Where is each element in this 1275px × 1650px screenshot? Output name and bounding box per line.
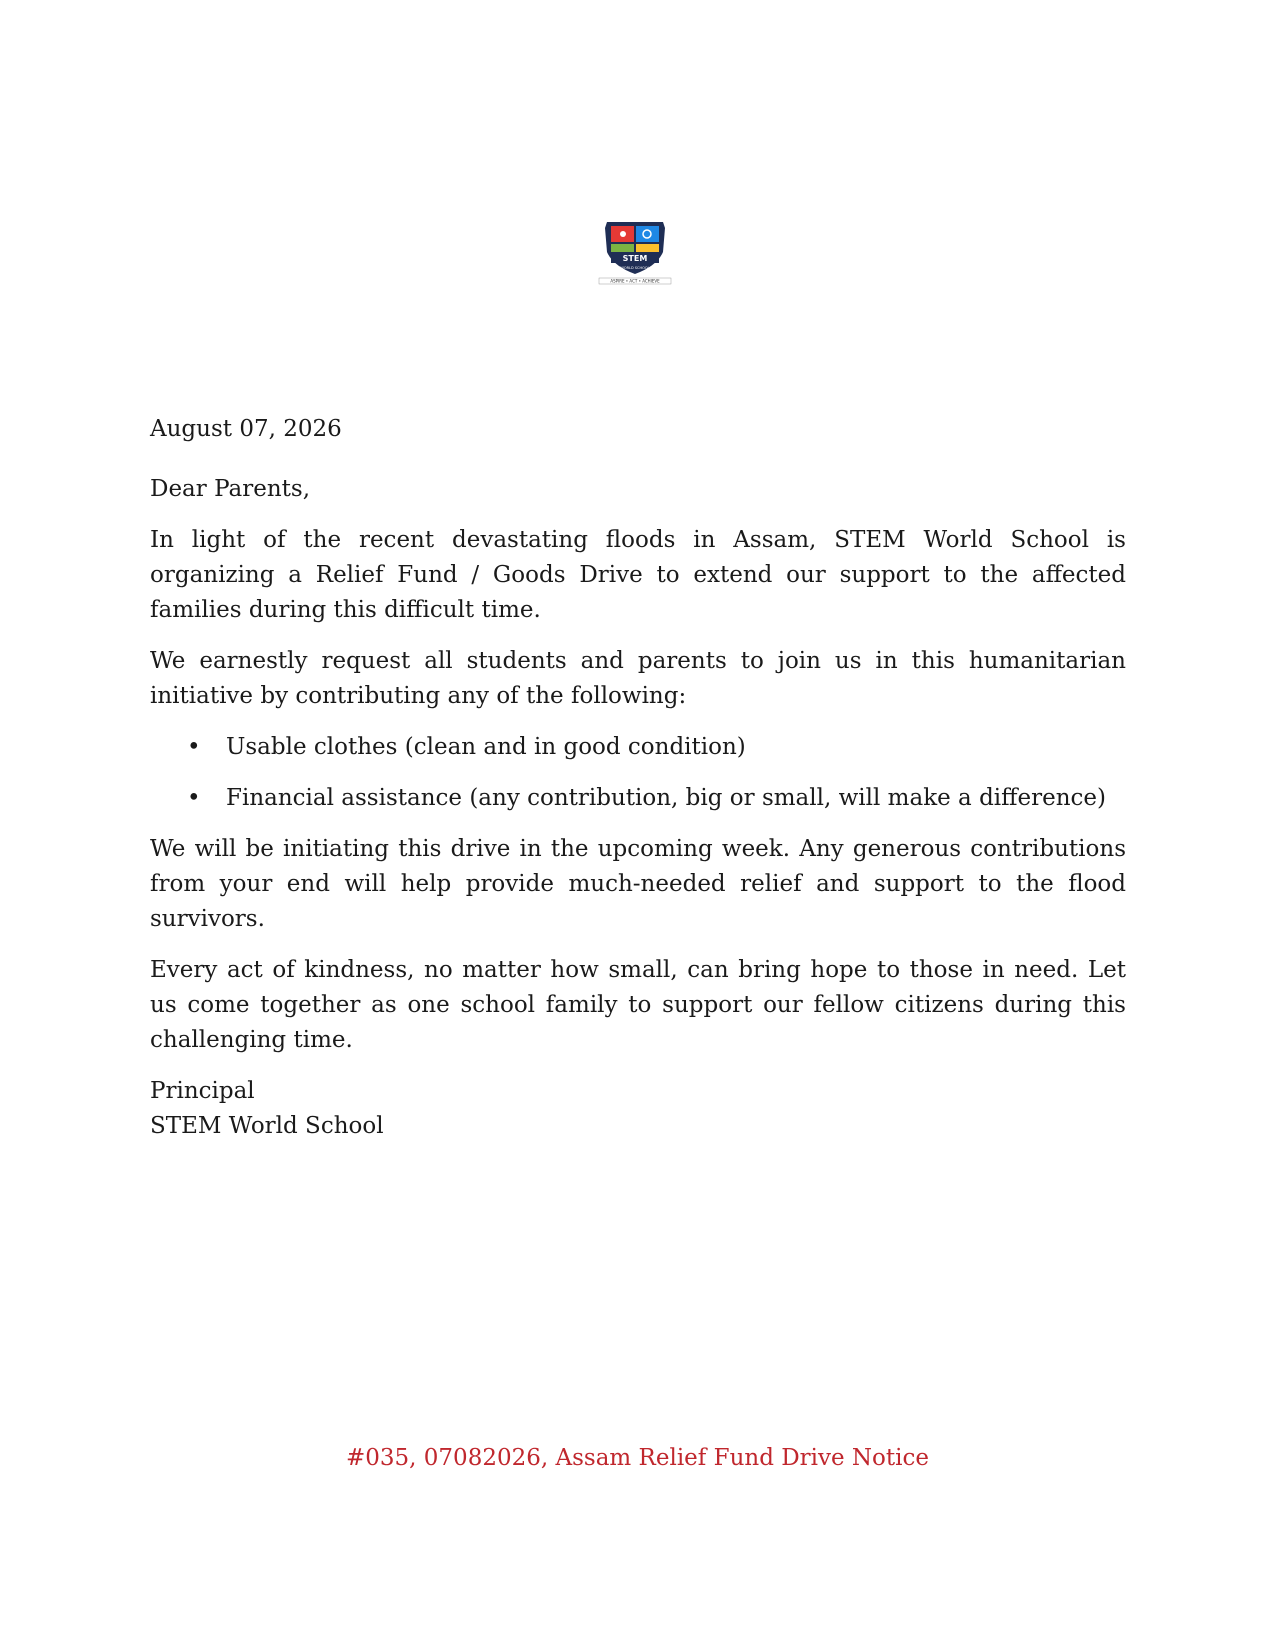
paragraph-initiation: We will be initiating this drive in the upcoming week. Any generous contributions from your end will help provide much-needed relief and support to the flood survivors. xyxy=(150,836,1126,932)
bullet-icon: • xyxy=(187,734,201,760)
paragraph-intro: In light of the recent devastating floods in Assam, STEM World School is organizing a Relief Fund / Goods Drive to extend our support to the affected families during this difficult time. xyxy=(150,527,1126,623)
svg-text:ASPIRE • ACT • ACHIEVE: ASPIRE • ACT • ACHIEVE xyxy=(610,278,660,284)
paragraph-request: We earnestly request all students and parents to join us in this humanitarian initiative by contributing any of the following: xyxy=(150,648,1126,709)
list-item xyxy=(150,781,1126,816)
contribution-list xyxy=(150,730,1126,816)
signature-block xyxy=(150,1074,1126,1144)
bullet-icon: • xyxy=(187,785,201,811)
signoff-title: Principal xyxy=(150,1078,255,1104)
signoff-organization: STEM World School xyxy=(150,1113,384,1139)
list-item-text: Usable clothes (clean and in good condition) xyxy=(226,734,746,760)
svg-text:WORLD SCHOOL: WORLD SCHOOL xyxy=(620,266,650,270)
school-crest-icon xyxy=(597,218,673,286)
letter-date: August 07, 2026 xyxy=(150,416,342,442)
school-logo xyxy=(597,218,673,286)
list-item-text: Financial assistance (any contribution, big or small, will make a difference) xyxy=(226,785,1106,811)
letter-body xyxy=(150,412,1126,1144)
paragraph-kindness: Every act of kindness, no matter how small, can bring hope to those in need. Let us come together as one school family to support our fellow citizens during this challenging time. xyxy=(150,957,1126,1053)
list-item xyxy=(150,730,1126,765)
svg-text:STEM: STEM xyxy=(622,254,648,263)
notice-reference: #035, 07082026, Assam Relief Fund Drive Notice xyxy=(346,1445,929,1471)
salutation: Dear Parents, xyxy=(150,476,311,502)
